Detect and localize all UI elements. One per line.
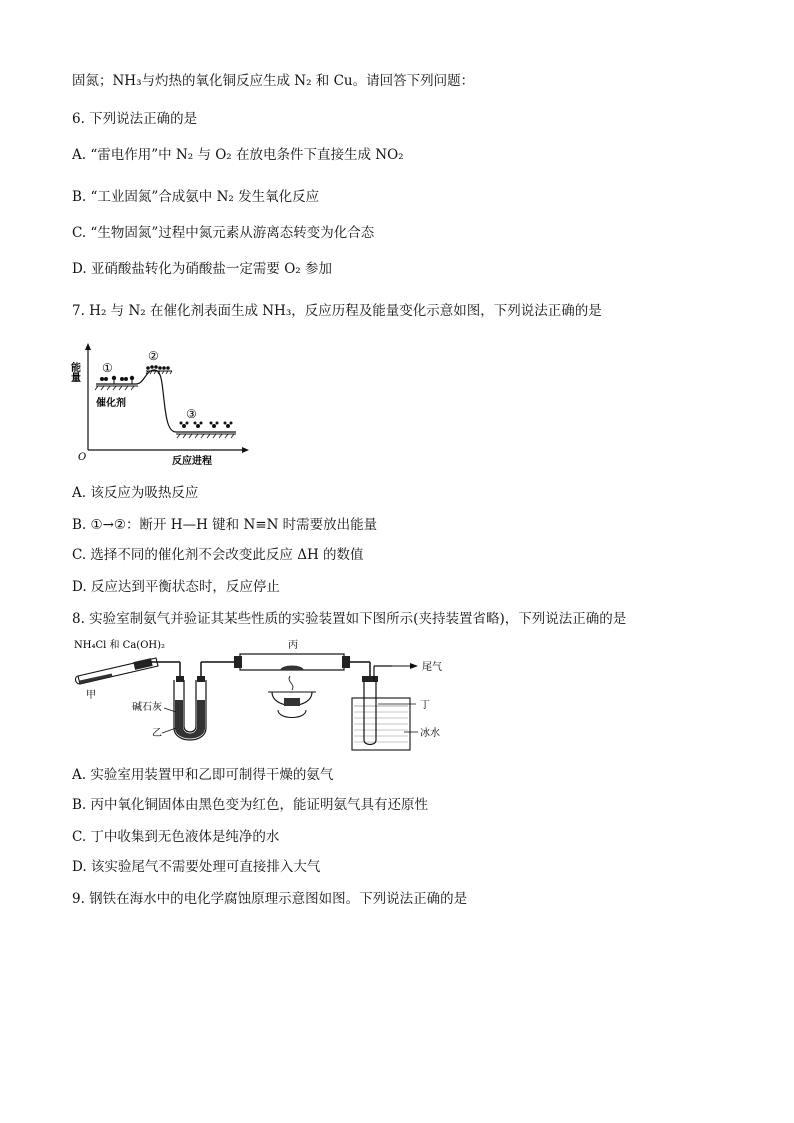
q6-option-a: A. “雷电作用”中 N₂ 与 O₂ 在放电条件下直接生成 NO₂ bbox=[72, 147, 404, 163]
molecules-state-3 bbox=[180, 422, 233, 429]
q8-stem: 8. 实验室制氨气并验证其某些性质的实验装置如下图所示(夹持装置省略)，下列说法正确的是 bbox=[72, 611, 627, 627]
apparatus-bing bbox=[234, 654, 370, 718]
q8-option-d: D. 该实验尾气不需要处理可直接排入大气 bbox=[72, 859, 321, 875]
soda-lime-label: 碱石灰 bbox=[132, 702, 162, 713]
q7-option-b: B. ①→②：断开 H—H 键和 N≡N 时需要放出能量 bbox=[72, 517, 378, 533]
intro-text: 固氮；NH₃与灼热的氧化铜反应生成 N₂ 和 Cu。请回答下列问题： bbox=[72, 73, 475, 89]
q9-stem: 9. 钢铁在海水中的电化学腐蚀原理示意图如图。下列说法正确的是 bbox=[72, 891, 468, 907]
q6-stem: 6. 下列说法正确的是 bbox=[72, 111, 198, 127]
q6-option-d: D. 亚硝酸盐转化为硝酸盐一定需要 O₂ 参加 bbox=[72, 261, 332, 277]
tail-gas-label: 尾气 bbox=[422, 662, 442, 673]
label-bing: 丙 bbox=[288, 640, 298, 651]
ice-water-label: 冰水 bbox=[420, 728, 440, 739]
state-label-3: ③ bbox=[186, 407, 197, 421]
q7-option-a: A. 该反应为吸热反应 bbox=[72, 485, 199, 501]
x-axis-label: 反应进程 bbox=[172, 456, 212, 467]
state-label-2: ② bbox=[148, 349, 159, 363]
q6-option-b: B. “工业固氮”合成氨中 N₂ 发生氧化反应 bbox=[72, 189, 320, 205]
label-yi: 乙 bbox=[152, 728, 162, 739]
q6-option-c: C. “生物固氮”过程中氮元素从游离态转变为化合态 bbox=[72, 225, 375, 241]
origin-label: O bbox=[78, 452, 87, 463]
label-jia: 甲 bbox=[86, 690, 96, 701]
state-label-1: ① bbox=[102, 361, 113, 375]
q8-option-a: A. 实验室用装置甲和乙即可制得干燥的氨气 bbox=[72, 767, 334, 783]
q7-option-d: D. 反应达到平衡状态时，反应停止 bbox=[72, 579, 280, 595]
q7-option-c: C. 选择不同的催化剂不会改变此反应 ΔH 的数值 bbox=[72, 547, 364, 563]
apparatus-ding bbox=[352, 662, 418, 750]
apparatus-yi bbox=[174, 662, 240, 740]
molecules-state-1 bbox=[100, 376, 134, 384]
y-axis-label: 能量 bbox=[68, 362, 80, 382]
q8-option-b: B. 丙中氧化铜固体由黑色变为红色，能证明氨气具有还原性 bbox=[72, 797, 429, 813]
catalyst-label: 催化剂 bbox=[96, 398, 126, 409]
q8-option-c: C. 丁中收集到无色液体是纯净的水 bbox=[72, 829, 280, 845]
molecules-state-2 bbox=[146, 365, 172, 374]
apparatus-jia bbox=[76, 658, 180, 684]
reagent-label: NH₄Cl 和 Ca(OH)₂ bbox=[74, 640, 166, 651]
label-ding: 丁 bbox=[420, 700, 430, 711]
energy-diagram bbox=[68, 340, 252, 470]
q7-stem: 7. H₂ 与 N₂ 在催化剂表面生成 NH₃，反应历程及能量变化示意如图，下列说法正确的是 bbox=[72, 303, 602, 319]
ammonia-apparatus-diagram bbox=[72, 636, 462, 754]
